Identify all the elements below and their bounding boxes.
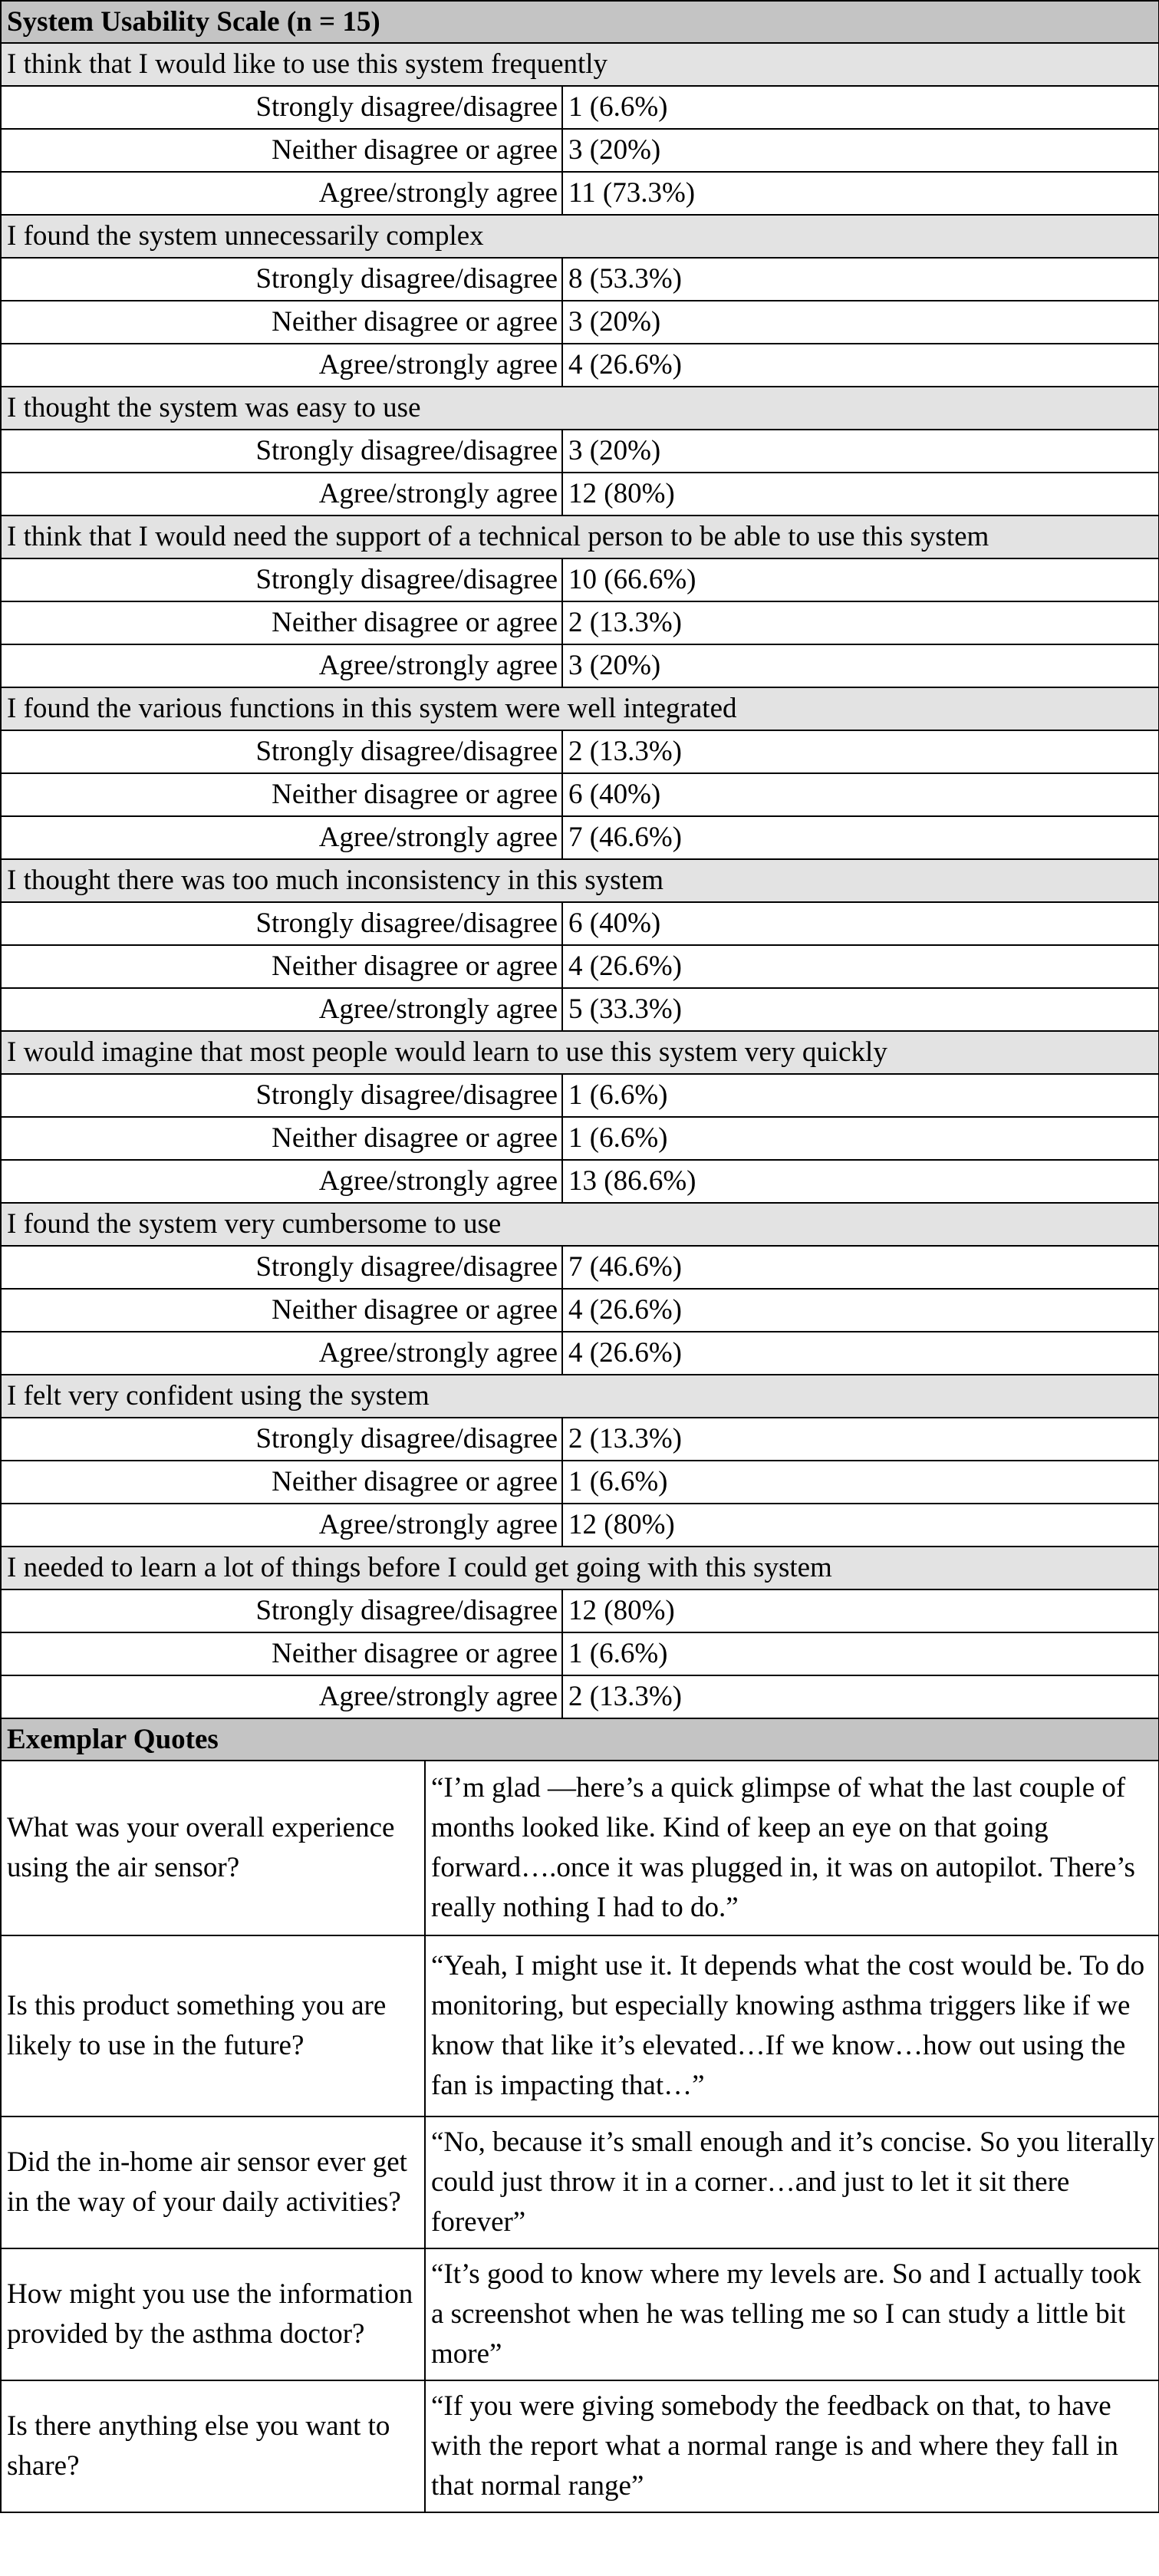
sus-question-row [1, 215, 1159, 258]
response-value: 3 (20%) [562, 644, 1159, 687]
sus-response-row [1, 558, 1159, 601]
response-value: 13 (86.6%) [562, 1160, 1159, 1203]
sus-response-row [1, 129, 1159, 172]
response-label: Neither disagree or agree [1, 129, 562, 172]
response-value: 4 (26.6%) [562, 945, 1159, 988]
exemplar-quote: “Yeah, I might use it. It depends what the cost would be. To do monitoring, but especially knowing asthma triggers like if we know that like it’s elevated…If we know…how out using the fan is impacting that…” [425, 1935, 1159, 2116]
response-value: 12 (80%) [562, 473, 1159, 516]
response-value: 2 (13.3%) [562, 730, 1159, 773]
response-label: Strongly disagree/disagree [1, 1074, 562, 1117]
results-table-body [1, 1, 1159, 2512]
sus-section-title: System Usability Scale (n = 15) [1, 1, 1159, 43]
interview-question: Did the in-home air sensor ever get in the way of your daily activities? [1, 2116, 425, 2248]
sus-response-row [1, 258, 1159, 301]
sus-response-row [1, 301, 1159, 344]
sus-question-row [1, 1031, 1159, 1074]
sus-response-row [1, 1632, 1159, 1675]
sus-response-row [1, 730, 1159, 773]
quote-row [1, 2380, 1159, 2512]
sus-question-text: I found the system unnecessarily complex [1, 215, 1159, 258]
response-value: 2 (13.3%) [562, 1418, 1159, 1461]
response-value: 3 (20%) [562, 129, 1159, 172]
sus-response-row [1, 1589, 1159, 1632]
sus-response-row [1, 945, 1159, 988]
quote-row [1, 2248, 1159, 2380]
response-label: Strongly disagree/disagree [1, 1589, 562, 1632]
response-label: Neither disagree or agree [1, 773, 562, 816]
sus-response-row [1, 902, 1159, 945]
response-label: Neither disagree or agree [1, 1117, 562, 1160]
sus-question-text: I thought the system was easy to use [1, 387, 1159, 430]
response-label: Strongly disagree/disagree [1, 730, 562, 773]
sus-response-row [1, 1160, 1159, 1203]
response-label: Agree/strongly agree [1, 988, 562, 1031]
sus-question-row [1, 687, 1159, 730]
sus-response-row [1, 1246, 1159, 1289]
response-label: Neither disagree or agree [1, 1289, 562, 1332]
response-value: 8 (53.3%) [562, 258, 1159, 301]
sus-response-row [1, 1675, 1159, 1718]
sus-question-row [1, 859, 1159, 902]
exemplar-quote: “It’s good to know where my levels are. So and I actually took a screenshot when he was telling me so I can study a little bit more” [425, 2248, 1159, 2380]
response-value: 4 (26.6%) [562, 1289, 1159, 1332]
sus-response-row [1, 1117, 1159, 1160]
sus-response-row [1, 644, 1159, 687]
response-value: 1 (6.6%) [562, 1461, 1159, 1504]
response-label: Agree/strongly agree [1, 1160, 562, 1203]
sus-question-text: I think that I would like to use this system frequently [1, 43, 1159, 86]
response-value: 11 (73.3%) [562, 172, 1159, 215]
response-value: 5 (33.3%) [562, 988, 1159, 1031]
sus-response-row [1, 430, 1159, 473]
sus-response-row [1, 988, 1159, 1031]
response-label: Agree/strongly agree [1, 344, 562, 387]
sus-response-row [1, 86, 1159, 129]
sus-question-row [1, 43, 1159, 86]
sus-question-row [1, 1203, 1159, 1246]
response-label: Neither disagree or agree [1, 301, 562, 344]
response-label: Neither disagree or agree [1, 1461, 562, 1504]
sus-question-row [1, 387, 1159, 430]
response-label: Agree/strongly agree [1, 1504, 562, 1547]
response-label: Neither disagree or agree [1, 601, 562, 644]
response-value: 7 (46.6%) [562, 1246, 1159, 1289]
interview-question: What was your overall experience using the air sensor? [1, 1761, 425, 1935]
exemplar-quote: “No, because it’s small enough and it’s concise. So you literally could just throw it in a corner…and just to let it sit there forever” [425, 2116, 1159, 2248]
sus-response-row [1, 773, 1159, 816]
response-value: 12 (80%) [562, 1589, 1159, 1632]
response-value: 1 (6.6%) [562, 1632, 1159, 1675]
exemplar-quote: “If you were giving somebody the feedback on that, to have with the report what a normal range is and where they fall in that normal range” [425, 2380, 1159, 2512]
sus-question-text: I thought there was too much inconsistency in this system [1, 859, 1159, 902]
sus-question-text: I think that I would need the support of a technical person to be able to use this system [1, 516, 1159, 558]
response-value: 12 (80%) [562, 1504, 1159, 1547]
sus-response-row [1, 816, 1159, 859]
quotes-section-header [1, 1718, 1159, 1761]
sus-response-row [1, 1332, 1159, 1375]
quote-row [1, 2116, 1159, 2248]
sus-response-row [1, 473, 1159, 516]
response-label: Strongly disagree/disagree [1, 430, 562, 473]
response-label: Neither disagree or agree [1, 945, 562, 988]
sus-question-text: I felt very confident using the system [1, 1375, 1159, 1418]
response-label: Strongly disagree/disagree [1, 258, 562, 301]
response-value: 1 (6.6%) [562, 1074, 1159, 1117]
response-value: 2 (13.3%) [562, 601, 1159, 644]
response-label: Strongly disagree/disagree [1, 558, 562, 601]
response-value: 4 (26.6%) [562, 344, 1159, 387]
response-label: Neither disagree or agree [1, 1632, 562, 1675]
response-value: 3 (20%) [562, 430, 1159, 473]
response-value: 6 (40%) [562, 773, 1159, 816]
response-value: 10 (66.6%) [562, 558, 1159, 601]
sus-question-text: I found the various functions in this system were well integrated [1, 687, 1159, 730]
sus-question-text: I would imagine that most people would learn to use this system very quickly [1, 1031, 1159, 1074]
response-value: 1 (6.6%) [562, 1117, 1159, 1160]
response-label: Strongly disagree/disagree [1, 902, 562, 945]
response-label: Strongly disagree/disagree [1, 1418, 562, 1461]
interview-question: Is this product something you are likely to use in the future? [1, 1935, 425, 2116]
sus-section-header [1, 1, 1159, 43]
response-label: Strongly disagree/disagree [1, 86, 562, 129]
sus-response-row [1, 601, 1159, 644]
interview-question: How might you use the information provided by the asthma doctor? [1, 2248, 425, 2380]
response-label: Agree/strongly agree [1, 816, 562, 859]
sus-question-text: I found the system very cumbersome to use [1, 1203, 1159, 1246]
response-value: 4 (26.6%) [562, 1332, 1159, 1375]
sus-question-row [1, 516, 1159, 558]
response-value: 7 (46.6%) [562, 816, 1159, 859]
sus-response-row [1, 1074, 1159, 1117]
sus-response-row [1, 1418, 1159, 1461]
response-label: Agree/strongly agree [1, 473, 562, 516]
sus-response-row [1, 1289, 1159, 1332]
sus-response-row [1, 1461, 1159, 1504]
interview-question: Is there anything else you want to share? [1, 2380, 425, 2512]
sus-question-row [1, 1547, 1159, 1589]
sus-question-text: I needed to learn a lot of things before I could get going with this system [1, 1547, 1159, 1589]
response-value: 3 (20%) [562, 301, 1159, 344]
exemplar-quote: “I’m glad —here’s a quick glimpse of what the last couple of months looked like. Kind of keep an eye on that going forward….once it was plugged in, it was on autopilot. There’s really nothing I had to do.” [425, 1761, 1159, 1935]
response-value: 1 (6.6%) [562, 86, 1159, 129]
quote-row [1, 1935, 1159, 2116]
sus-response-row [1, 344, 1159, 387]
response-label: Agree/strongly agree [1, 644, 562, 687]
response-label: Strongly disagree/disagree [1, 1246, 562, 1289]
response-value: 2 (13.3%) [562, 1675, 1159, 1718]
sus-question-row [1, 1375, 1159, 1418]
quotes-section-title: Exemplar Quotes [1, 1718, 1159, 1761]
sus-response-row [1, 1504, 1159, 1547]
sus-response-row [1, 172, 1159, 215]
response-label: Agree/strongly agree [1, 1332, 562, 1375]
response-value: 6 (40%) [562, 902, 1159, 945]
response-label: Agree/strongly agree [1, 172, 562, 215]
response-label: Agree/strongly agree [1, 1675, 562, 1718]
quote-row [1, 1761, 1159, 1935]
